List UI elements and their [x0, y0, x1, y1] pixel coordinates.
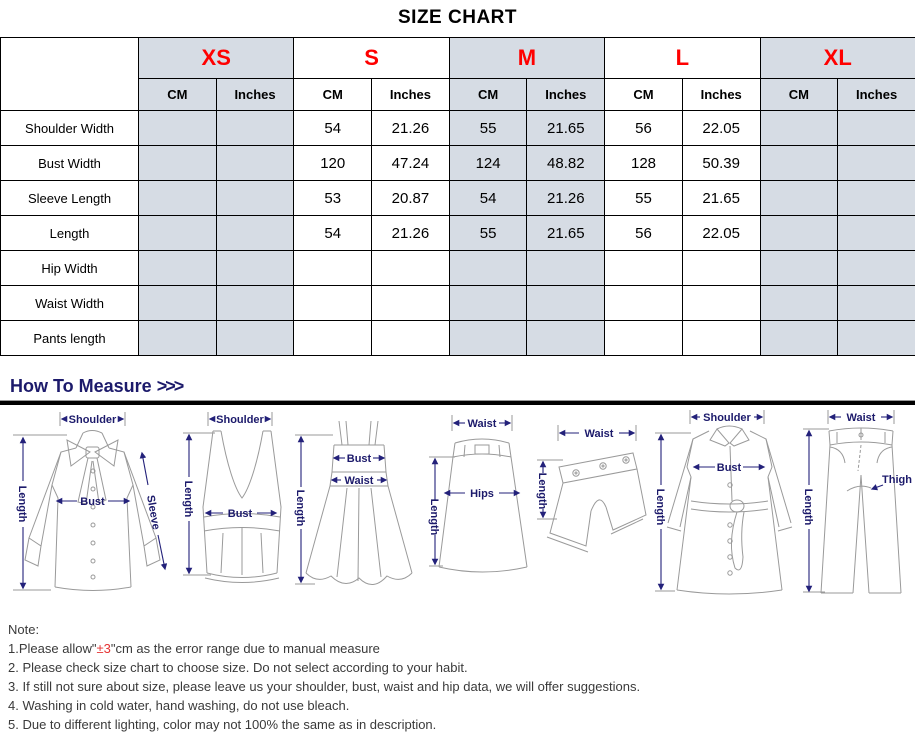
table-cell	[372, 321, 450, 356]
size-header-l: L	[605, 38, 760, 79]
dress-diagram	[287, 405, 425, 605]
table-cell: 22.05	[682, 111, 760, 146]
table-cell	[605, 251, 683, 286]
table-cell: 21.65	[682, 181, 760, 216]
table-cell	[760, 286, 838, 321]
table-cell	[760, 111, 838, 146]
table-cell	[139, 146, 217, 181]
row-label: Waist Width	[1, 286, 139, 321]
table-cell	[605, 321, 683, 356]
table-cell: 48.82	[527, 146, 605, 181]
dim-label-waist: Waist	[584, 428, 614, 440]
dim-label-shoulder: Shoulder	[703, 412, 751, 424]
pants-diagram	[795, 405, 913, 605]
table-cell	[527, 286, 605, 321]
row-label: Shoulder Width	[1, 111, 139, 146]
table-cell: 120	[294, 146, 372, 181]
table-cell	[139, 216, 217, 251]
table-row-bust-width	[1, 146, 915, 181]
table-cell	[682, 251, 760, 286]
table-cell	[139, 286, 217, 321]
note-line-1	[8, 639, 907, 658]
shorts-diagram	[529, 405, 647, 605]
unit-cm: CM	[605, 79, 683, 111]
table-row-waist-width	[1, 286, 915, 321]
table-cell	[294, 251, 372, 286]
dim-label-shoulder: Shoulder	[216, 414, 264, 426]
unit-inches: Inches	[682, 79, 760, 111]
note-line-4: 4. Washing in cold water, hand washing, do not use bleach.	[8, 698, 350, 713]
table-cell	[760, 181, 838, 216]
table-cell: 21.26	[527, 181, 605, 216]
corner-cell	[1, 38, 139, 111]
tank-top-diagram	[175, 405, 287, 605]
unit-cm: CM	[449, 79, 527, 111]
dim-label-length: Length	[428, 498, 440, 536]
table-cell	[216, 111, 294, 146]
table-cell: 54	[294, 216, 372, 251]
page-title: SIZE CHART	[398, 7, 517, 28]
table-cell	[838, 321, 915, 356]
note-text: 1.Please allow"	[8, 641, 97, 656]
table-cell: 21.26	[372, 111, 450, 146]
skirt-diagram	[425, 405, 529, 605]
table-cell	[760, 146, 838, 181]
blouse-diagram	[5, 405, 175, 605]
table-cell	[449, 251, 527, 286]
table-cell: 21.65	[527, 111, 605, 146]
table-cell: 20.87	[372, 181, 450, 216]
measure-diagrams	[0, 405, 915, 610]
dim-label-bust: Bust	[227, 508, 253, 520]
size-header-xs: XS	[139, 38, 294, 79]
unit-cm: CM	[139, 79, 217, 111]
table-cell: 56	[605, 111, 683, 146]
table-cell	[216, 251, 294, 286]
notes-section	[0, 610, 915, 734]
table-cell: 55	[449, 111, 527, 146]
dim-label-length: Length	[536, 472, 548, 510]
unit-inches: Inches	[527, 79, 605, 111]
table-cell: 124	[449, 146, 527, 181]
unit-inches: Inches	[372, 79, 450, 111]
table-row-hip-width	[1, 251, 915, 286]
table-cell	[838, 181, 915, 216]
dim-label-bust: Bust	[716, 462, 742, 474]
row-label: Hip Width	[1, 251, 139, 286]
size-header-m: M	[449, 38, 604, 79]
table-cell: 21.65	[527, 216, 605, 251]
heading-text: How To Measure	[10, 376, 152, 396]
table-row-shoulder-width	[1, 111, 915, 146]
unit-cm: CM	[760, 79, 838, 111]
table-row-length	[1, 216, 915, 251]
dim-label-length: Length	[16, 485, 28, 523]
table-cell	[372, 251, 450, 286]
table-cell	[294, 321, 372, 356]
table-cell	[449, 286, 527, 321]
how-to-measure-heading	[0, 376, 915, 405]
table-cell	[139, 251, 217, 286]
unit-cm: CM	[294, 79, 372, 111]
note-line-2: 2. Please check size chart to choose size. Do not select according to your habit.	[8, 660, 468, 675]
dim-label-hips: Hips	[470, 488, 494, 500]
table-cell	[216, 321, 294, 356]
table-cell	[760, 251, 838, 286]
table-cell	[838, 111, 915, 146]
table-cell: 55	[449, 216, 527, 251]
unit-inches: Inches	[216, 79, 294, 111]
dim-label-waist: Waist	[344, 475, 374, 487]
unit-inches: Inches	[838, 79, 915, 111]
table-cell: 55	[605, 181, 683, 216]
unit-header-row	[1, 79, 915, 111]
dim-label-bust: Bust	[80, 496, 105, 508]
note-line-5: 5. Due to different lighting, color may not 100% the same as in description.	[8, 717, 437, 732]
chevrons-icon: >>>	[156, 376, 183, 396]
notes-title: Note:	[8, 622, 40, 637]
dim-label-sleeve: Sleeve	[144, 494, 162, 531]
table-cell: 54	[449, 181, 527, 216]
dim-label-length: Length	[294, 489, 306, 527]
dim-label-length: Length	[802, 488, 814, 526]
table-cell	[216, 146, 294, 181]
size-header-s: S	[294, 38, 449, 79]
dim-label-waist: Waist	[846, 412, 876, 424]
dim-label-shoulder: Shoulder	[68, 414, 117, 426]
table-cell	[760, 321, 838, 356]
table-cell: 47.24	[372, 146, 450, 181]
table-cell	[449, 321, 527, 356]
table-cell: 128	[605, 146, 683, 181]
size-chart-table	[0, 37, 915, 356]
table-cell: 21.26	[372, 216, 450, 251]
size-header-row	[1, 38, 915, 79]
table-cell	[139, 321, 217, 356]
table-cell	[682, 286, 760, 321]
coat-diagram	[647, 405, 795, 605]
dim-label-bust: Bust	[346, 453, 372, 465]
table-row-pants-length	[1, 321, 915, 356]
table-cell	[838, 286, 915, 321]
row-label: Bust Width	[1, 146, 139, 181]
row-label: Sleeve Length	[1, 181, 139, 216]
table-cell: 54	[294, 111, 372, 146]
table-cell: 53	[294, 181, 372, 216]
table-cell	[139, 181, 217, 216]
table-cell	[760, 216, 838, 251]
table-cell	[682, 321, 760, 356]
table-cell	[527, 251, 605, 286]
table-cell	[216, 181, 294, 216]
dim-label-waist: Waist	[467, 418, 497, 430]
table-cell	[294, 286, 372, 321]
table-cell: 56	[605, 216, 683, 251]
table-cell: 50.39	[682, 146, 760, 181]
row-label: Length	[1, 216, 139, 251]
error-range-value: ±3	[96, 641, 111, 656]
dim-label-length: Length	[182, 480, 194, 518]
dim-label-length: Length	[654, 488, 666, 526]
table-cell	[838, 251, 915, 286]
table-cell	[838, 146, 915, 181]
table-cell: 22.05	[682, 216, 760, 251]
table-cell	[605, 286, 683, 321]
table-cell	[139, 111, 217, 146]
table-cell	[216, 286, 294, 321]
table-row-sleeve-length	[1, 181, 915, 216]
table-cell	[838, 216, 915, 251]
table-cell	[527, 321, 605, 356]
row-label: Pants length	[1, 321, 139, 356]
note-line-3: 3. If still not sure about size, please leave us your shoulder, bust, waist and hip data, we will offer suggestions.	[8, 679, 641, 694]
size-header-xl: XL	[760, 38, 915, 79]
table-cell	[372, 286, 450, 321]
note-text: "cm as the error range due to manual measure	[110, 641, 380, 656]
table-cell	[216, 216, 294, 251]
dim-label-thigh: Thigh	[882, 474, 912, 486]
